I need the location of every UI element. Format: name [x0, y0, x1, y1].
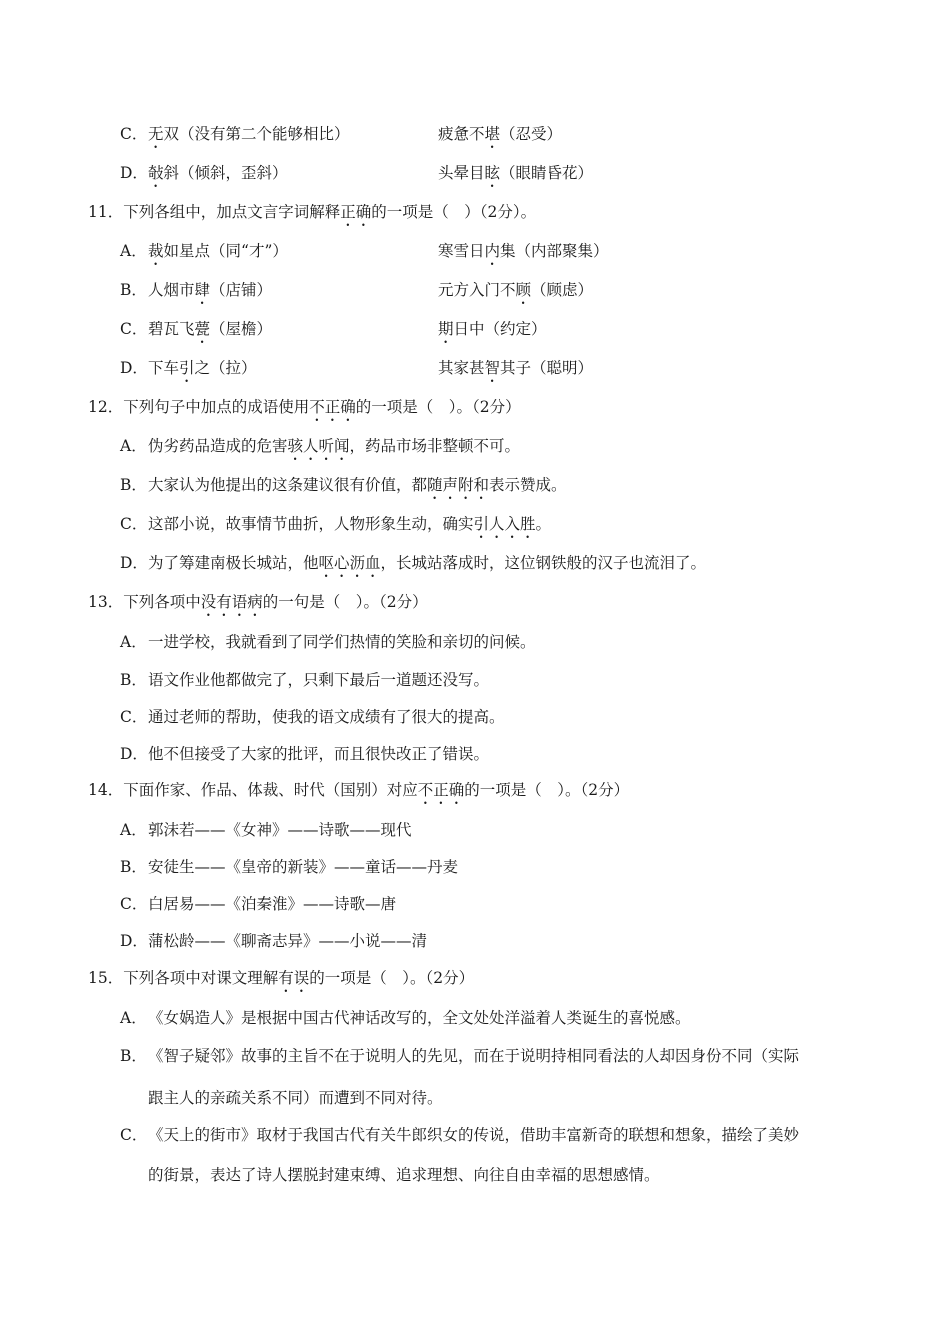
q10-option-d: D．敧斜（倾斜，歪斜）	[120, 164, 288, 182]
q11-option-a: A．裁如星点（同“才”）	[120, 242, 288, 260]
q11-option-d-right: 其家甚智其子（聪明）	[438, 359, 594, 377]
q11-option-d: D．下车引之（拉）	[120, 359, 257, 377]
q15-option-c: C．《天上的街市》取材于我国古代有关牛郎织女的传说，借助丰富新奇的联想和想象，描绘了美妙	[120, 1126, 800, 1144]
q13-option-a: A．一进学校，我就看到了同学们热情的笑脸和亲切的问候。	[120, 633, 536, 651]
q11-option-c: C．碧瓦飞甍（屋檐）	[120, 320, 273, 338]
q13-option-c: C．通过老师的帮助，使我的语文成绩有了很大的提高。	[120, 708, 505, 726]
q12-stem: 12．下列句子中加点的成语使用不正确的一项是（ ）。（2分）	[88, 398, 521, 416]
q12-option-b: B．大家认为他提出的这条建议很有价值，都随声附和表示赞成。	[120, 476, 567, 494]
q15-option-b-continued: 跟主人的亲疏关系不同）而遭到不同对待。	[148, 1089, 443, 1107]
q15-option-c-continued: 的街景，表达了诗人摆脱封建束缚、追求理想、向往自由幸福的思想感情。	[148, 1166, 660, 1184]
q15-stem: 15．下列各项中对课文理解有误的一项是（ ）。（2分）	[88, 969, 475, 987]
q10-option-c-right: 疲惫不堪（忍受）	[438, 125, 563, 143]
q11-option-b: B．人烟市肆（店铺）	[120, 281, 273, 299]
q14-option-c: C．白居易——《泊秦淮》——诗歌—唐	[120, 895, 397, 913]
q12-option-d: D．为了筹建南极长城站，他呕心沥血，长城站落成时，这位钢铁般的汉子也流泪了。	[120, 554, 707, 572]
q11-option-a-right: 寒雪日内集（内部聚集）	[438, 242, 609, 260]
q12-option-a: A．伪劣药品造成的危害骇人听闻，药品市场非整顿不可。	[120, 437, 521, 455]
q14-option-a: A．郭沫若——《女神》——诗歌——现代	[120, 821, 412, 839]
q11-option-c-right: 期日中（约定）	[438, 320, 547, 338]
q15-option-b: B．《智子疑邻》故事的主旨不在于说明人的先见，而在于说明持相同看法的人却因身份不同（实际	[120, 1047, 800, 1065]
q15-option-a: A．《女娲造人》是根据中国古代神话改写的，全文处处洋溢着人类诞生的喜悦感。	[120, 1009, 691, 1027]
q14-option-d: D．蒲松龄——《聊斋志异》——小说——清	[120, 932, 428, 950]
q11-stem: 11．下列各组中，加点文言字词解释正确的一项是（ ）（2分）。	[88, 203, 537, 221]
q13-option-d: D．他不但接受了大家的批评，而且很快改正了错误。	[120, 745, 490, 763]
q12-option-c: C．这部小说，故事情节曲折，人物形象生动，确实引人入胜。	[120, 515, 552, 533]
q10-option-d-right: 头晕目眩（眼睛昏花）	[438, 164, 594, 182]
q13-option-b: B．语文作业他都做完了，只剩下最后一道题还没写。	[120, 671, 490, 689]
q11-option-b-right: 元方入门不顾（顾虑）	[438, 281, 594, 299]
q10-option-c: C．无双（没有第二个能够相比）	[120, 125, 350, 143]
q13-stem: 13．下列各项中没有语病的一句是（ ）。（2分）	[88, 593, 428, 611]
q14-stem: 14．下面作家、作品、体裁、时代（国别）对应不正确的一项是（ ）。（2分）	[88, 781, 630, 799]
q14-option-b: B．安徒生——《皇帝的新装》——童话——丹麦	[120, 858, 459, 876]
